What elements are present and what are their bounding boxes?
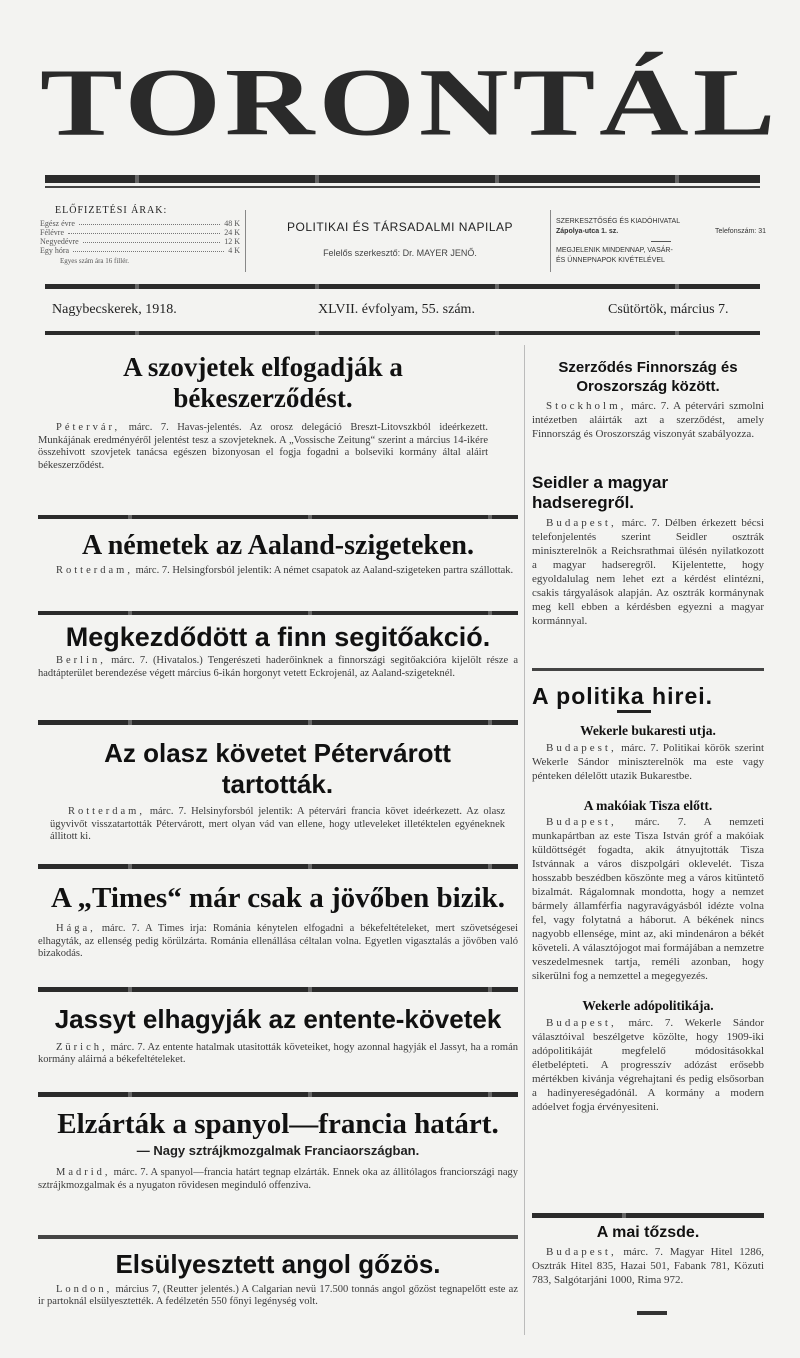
article-text: márc. 7. A pétervári szmolni intézetben aláirták azt a szerződést, amely Finnország és Oroszország viszonyát szabályozza. [532,400,764,440]
article-body [532,1016,764,1114]
article [38,1250,518,1309]
article-body [38,1167,518,1192]
article-place: Hága, [56,923,96,935]
article-body [38,655,518,680]
price-value: 48 K [224,219,240,228]
article-text: márc. 7. Havas-jelentés. Az orosz delegáció Breszt-Litovszkból ideérkezett. Munkájának eredményéről jelentést tesz a szovjeteknek. A „Vossische Zeitung“ szerint a március 14-ikére összehivott szovjetek tanácsa egészen bizonyosan el fogja fogadni a bolseviki kormány által aláirt békeszerződést. [38,422,488,471]
office-address: Zápolya-utca 1. sz. [556,228,619,235]
article-headline: A makóiak Tisza előtt. [583,797,713,813]
article-text: márc. 7. A nemzeti munkapártban az este Tisza István gróf a makóiak küldöttségét fogadta, akik átnyujtották Tisza Istvánnak a város diszpolgári oklevelét. Tisza hosszabb beszédben köszönte meg a város kitüntető bizalmát. Rágalomnak mondotta, hogy a nemzet bármely államférfia nagyravágyásból idézte volna fel, vagy folytatná a háborut. A békének nincs nagyobb ellensége, mint az, aki mindenáron a békét követeli. A választójogot mai formájában a nemzetre veszedelmesnek tartja, reméli azonban, hogy sikerülni fog a nemzettel a megegyezés. [532,816,765,983]
office-phone: Telefonszám: 31 [715,228,766,235]
article-text: márc. 7. (Hivatalos.) Tengerészeti haderőinknek a finnországi segitőakcióra kijelölt része a hadtápterület berendezése végett március 6-ikán horgonyt vetett Eckrojenál, az Aaland-szigeteknél. [38,655,519,679]
article-headline: Seidler a magyar hadseregről. [532,473,669,512]
article-headline: A németek az Aaland-szigeteken. [82,530,474,561]
article [38,882,518,961]
section-rule [532,668,764,671]
article-place: Budapest, [546,816,617,829]
politics-section [532,683,764,1114]
article-place: Pétervár, [56,422,121,434]
article-rule [38,611,518,615]
article-text: márc. 7. A Times irja: Románia kénytelen elfogadni a békefeltételeket, mert szövetségesei elhagyták, az ellenség pedig körülzárta. Románia ellenállása céltalan volna. Egyetlen vigasztalás a jövőben való bizakodás. [38,923,519,960]
divider [245,210,246,272]
article-place: Rotterdam, [68,806,145,817]
article-text: március 7, (Reutter jelentés.) A Calgarian nevü 17.500 tonnás angol gőzöst tegnapelőtt este az ir partoknál elsülyesztették. A fedélzetén 550 főnyi legénység volt. [38,1283,518,1308]
price-row [40,228,240,237]
paper-subtitle: POLITIKAI ÉS TÁRSADALMI NAPILAP [286,220,513,234]
masthead-rule [45,175,760,183]
single-copy-price: Egyes szám ára 16 fillér. [60,257,130,265]
article-place: Budapest, [546,1246,617,1259]
article-body [532,741,764,783]
article-rule [38,515,518,519]
subscription-prices [40,205,240,265]
article-body [38,565,518,578]
article-headline: A mai tőzsde. [596,1224,700,1241]
masthead-rule-thin [45,186,760,188]
article-body [38,422,488,472]
article-headline: Megkezdődött a finn segitőakció. [65,622,491,652]
price-label: Egész évre [40,219,75,228]
price-value: 12 K [224,237,240,246]
newspaper-masthead: TORONTÁL [40,48,780,156]
article-body [38,1284,518,1309]
article-place: Budapest, [546,517,617,530]
article [50,738,505,844]
article-headline: Wekerle bukaresti utja. [580,723,716,739]
article-headline: Az olasz követet Pétervárott tartották. [104,738,451,799]
price-row [40,246,240,255]
office-info [556,217,766,266]
price-value: 4 K [228,246,240,255]
article-rule [38,987,518,992]
article [38,1005,518,1067]
article-place: Berlin, [56,655,106,667]
editor-line: Felelős szerkesztő: Dr. MAYER JENŐ. [323,248,477,258]
article-place: Budapest, [546,741,617,754]
schedule-line: MEGJELENIK MINDENNAP, VASÁR- [556,247,673,254]
article [38,622,518,680]
article-text: márc. 7. Wekerle Sándor választóival beszélgetve közölte, hogy 1909-iki adópolitikáját megfelelő módositásokkal életbelépteti. A progresszív adózást erősebb mértékben kivánja végrehajtani és pedig elsősorban a hadinyereségadónál. A kormány a modern adóelvet fogja érvényesiteni. [532,1016,764,1113]
article [532,473,764,628]
subscription-title: ELŐFIZETÉSI ÁRAK: [55,205,168,216]
article-text: márc. 7. A spanyol—francia határt tegnap elzárták. Ennek oka az állitólagos franciországi nagy sztrájkmozgalmak és a nyugaton rövidesen meginduló offenziva. [38,1167,519,1191]
article-body [532,399,764,441]
article-headline: Jassyt elhagyják az entente-követek [54,1004,502,1034]
article-body [38,1042,518,1067]
price-row [40,237,240,246]
divider [550,210,551,272]
article-place: London, [56,1283,113,1295]
article-headline: Wekerle adópolitikája. [582,998,714,1014]
article-text: márc. 7. Az entente hatalmak utasitották követeiket, hogy azonnal hagyják el Jassyt, ha a román kormány aláirná a békefeltételeket. [38,1041,518,1066]
article-place: Budapest, [546,1016,617,1029]
article-text: márc. 7. Helsingforsból jelentik: A német csapatok az Aaland-szigeteken partra szállottak. [135,565,514,577]
article [38,352,488,472]
article-rule [38,1092,518,1097]
article-headline: Elzárták a spanyol—francia határt. [57,1108,499,1140]
article-body [50,806,505,844]
dateline-issue: XLVII. évfolyam, 55. szám. [318,302,475,317]
price-value: 24 K [224,228,240,237]
article-subheadline: — Nagy sztrájkmozgalmak Franciaországban. [136,1143,420,1159]
section-rule [532,1213,764,1218]
schedule-line: ÉS ÜNNEPNAPOK KIVÉTELÉVEL [556,257,665,264]
column-divider [524,345,525,1335]
article-rule [38,864,518,869]
paper-info [250,220,550,258]
dateline-date: Csütörtök, március 7. [608,302,729,317]
article-text: márc. 7. Magyar Hitel 1286, Osztrák Hitel 835, Hazai 501, Fabank 781, Közuti 783, Salgótarjáni 1000, Rima 972. [532,1246,764,1287]
article-text: márc. 7. Helsinyforsból jelentik: A pétervári francia követ ideérkezett. Az olasz ügyvivőt visszatartották Pétervárott, mert olyan vád van ellene, hogy utleveleket illetéktelen egyéneknek állitott ki. [50,806,505,842]
article [532,358,764,441]
price-label: Negyedévre [40,237,79,246]
article-place: Rotterdam, [56,565,133,577]
article-body [38,923,518,961]
article [38,1108,518,1192]
info-rule [45,284,760,289]
article-headline: A „Times“ már csak a jövőben bizik. [50,882,506,914]
article-body [532,516,764,628]
article-place: Zürich, [56,1041,108,1053]
article-text: márc. 7. Délben érkezett bécsi telefonjelentés szerint Seidler osztrák miniszterelnök a Reichsrathmai ülésén nyilatkozott a magyar hadseregről. Kijelentette, hogy egyoldalulag nem lehet ezt a kérdést elintézni, csakis tárgyalások alapján. Az osztrák kormánynak meg kell ebben a kérdésben egyezni a magyar kormánnyal. [532,517,765,628]
article-headline: Elsülyesztett angol gőzös. [115,1249,441,1279]
price-label: Egy hóra [40,246,70,255]
price-label: Félévre [40,228,64,237]
article-headline: A szovjetek elfogadják a békeszerződést. [123,352,403,414]
article-rule [38,720,518,725]
stock-report [532,1224,764,1287]
article-text: márc. 7. Politikai körök szerint Wekerle Sándor miniszterelnök ma este vagy pénteken délelőtt utazik Bukarestbe. [532,741,765,782]
article-body [532,1245,764,1287]
article-body [532,815,764,983]
article-headline: Szerződés Finnország és Oroszország között. [558,359,738,395]
dateline-place: Nagybecskerek, 1918. [52,302,177,317]
article-rule [38,1235,518,1239]
article-place: Stockholm, [546,400,627,412]
end-rule [637,1311,667,1315]
office-title: SZERKESZTŐSÉG ÉS KIADÓHIVATAL [556,218,681,225]
article [38,530,518,578]
dateline-rule [45,331,760,335]
section-title: A politika hirei. [532,683,714,709]
article-place: Madrid, [56,1167,111,1179]
price-row [40,219,240,228]
